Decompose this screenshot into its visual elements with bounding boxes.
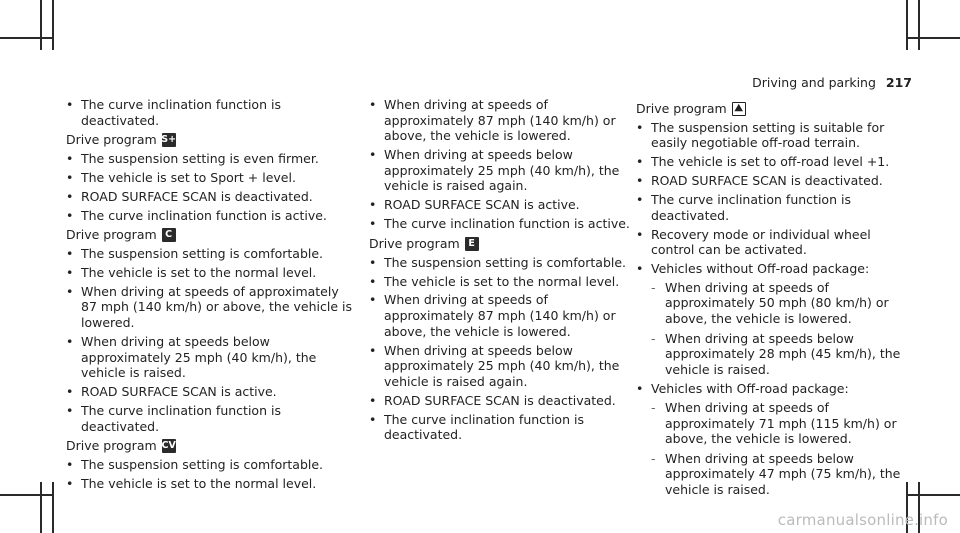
heading-text: Drive program bbox=[66, 132, 157, 148]
crop-mark bbox=[40, 0, 42, 50]
list-item-text: The curve inclination function is active. bbox=[81, 207, 327, 223]
crop-mark bbox=[906, 0, 908, 50]
list-item-text: When driving at speeds below approximately 25 mph (40 km/h), the vehicle is raised again. bbox=[384, 342, 620, 389]
list-item bbox=[369, 412, 631, 443]
crop-mark bbox=[0, 494, 52, 496]
drive-program-heading bbox=[369, 236, 631, 252]
list-item bbox=[636, 227, 906, 258]
heading-text: Drive program bbox=[66, 227, 157, 243]
list-item-text: ROAD SURFACE SCAN is active. bbox=[384, 197, 580, 213]
list-item bbox=[66, 384, 356, 400]
heading-text: Drive program bbox=[636, 101, 727, 116]
list-item bbox=[369, 292, 631, 339]
list-item-text: Recovery mode or individual wheel control can be activated. bbox=[651, 226, 871, 258]
drive-program-heading bbox=[66, 132, 356, 148]
list-item bbox=[636, 192, 906, 223]
list-item-text: The suspension setting is comfortable. bbox=[81, 457, 324, 472]
offroad-icon: ⛰ bbox=[732, 102, 746, 116]
list-item bbox=[66, 265, 356, 281]
list-item bbox=[369, 197, 631, 213]
list-item-text: When driving at speeds below approximately 25 mph (40 km/h), the vehicle is raised. bbox=[81, 334, 317, 381]
list-item-text: The suspension setting is suitable for easily negotiable off-road terrain. bbox=[651, 119, 885, 151]
list-item bbox=[369, 255, 631, 271]
drive-program-heading bbox=[66, 438, 356, 454]
column-1 bbox=[66, 97, 356, 495]
bullet-list bbox=[66, 97, 356, 128]
crop-mark bbox=[908, 37, 960, 39]
list-item-text: The curve inclination function is deactivated. bbox=[384, 411, 584, 443]
list-item bbox=[66, 403, 356, 434]
list-item bbox=[636, 173, 906, 189]
list-item-text: The vehicle is set to the normal level. bbox=[81, 475, 317, 491]
bullet-list bbox=[369, 97, 631, 232]
list-item-text: ROAD SURFACE SCAN is deactivated. bbox=[81, 188, 313, 204]
list-item-text: The vehicle is set to the normal level. bbox=[384, 273, 620, 289]
list-item-text: When driving at speeds below approximately 25 mph (40 km/h), the vehicle is raised again. bbox=[384, 147, 620, 194]
list-item-text: The vehicle is set to the normal level. bbox=[81, 264, 317, 280]
eco-icon: E bbox=[465, 237, 479, 251]
list-item bbox=[369, 97, 631, 144]
column-3 bbox=[636, 97, 906, 502]
list-item bbox=[636, 120, 906, 151]
list-item-text: When driving at speeds of approximately 87 mph (140 km/h) or above, the vehicle is lowered. bbox=[384, 292, 616, 339]
heading-text: Drive program bbox=[66, 438, 157, 454]
list-item bbox=[66, 151, 356, 167]
drive-program-heading bbox=[636, 101, 906, 117]
list-item-text: The curve inclination function is deactivated. bbox=[81, 403, 281, 434]
watermark: carmanualsonline.info bbox=[777, 511, 948, 529]
list-item bbox=[369, 147, 631, 194]
bullet-list bbox=[66, 457, 356, 492]
list-item-text: When driving at speeds of approximately 87 mph (140 km/h) or above, the vehicle is lowered. bbox=[81, 283, 352, 331]
list-item bbox=[66, 457, 356, 473]
list-item bbox=[66, 246, 356, 262]
crop-mark bbox=[52, 482, 54, 533]
list-item bbox=[636, 154, 906, 170]
list-item-text: The curve inclination function is active. bbox=[384, 216, 630, 232]
crop-mark bbox=[908, 494, 960, 496]
list-item-text: The curve inclination function is deactivated. bbox=[81, 97, 281, 128]
list-item-text: When driving at speeds of approximately 87 mph (140 km/h) or above, the vehicle is lowered. bbox=[384, 97, 616, 144]
crop-mark bbox=[918, 0, 920, 50]
sub-list-item: ‐ When driving at speeds below approximately 28 mph (45 km/h), the vehicle is raised. bbox=[651, 331, 906, 378]
list-item bbox=[636, 381, 906, 497]
list-item-text: The vehicle is set to off-road level +1. bbox=[651, 154, 890, 170]
bullet-list bbox=[66, 151, 356, 224]
list-item-text: The vehicle is set to Sport + level. bbox=[81, 169, 296, 185]
crop-mark bbox=[40, 482, 42, 533]
sub-list bbox=[651, 400, 906, 498]
drive-program-heading bbox=[66, 227, 356, 243]
list-item-text: The suspension setting is comfortable. bbox=[81, 245, 324, 261]
list-item bbox=[66, 208, 356, 224]
sport-plus-icon: S+ bbox=[161, 134, 177, 146]
list-item-text: The suspension setting is even firmer. bbox=[81, 150, 319, 166]
bullet-list bbox=[369, 255, 631, 443]
list-item bbox=[66, 189, 356, 205]
list-item-text: The suspension setting is comfortable. bbox=[384, 254, 627, 270]
list-item bbox=[66, 284, 356, 331]
list-item-text: Vehicles with Off-road package: bbox=[651, 381, 849, 397]
list-item bbox=[66, 334, 356, 381]
list-item bbox=[369, 216, 631, 232]
column-2 bbox=[369, 97, 631, 446]
heading-text: Drive program bbox=[369, 235, 460, 251]
list-item bbox=[636, 261, 906, 377]
comfort-icon: C bbox=[162, 228, 176, 242]
list-item-text: ROAD SURFACE SCAN is deactivated. bbox=[384, 392, 616, 408]
list-item-text: ROAD SURFACE SCAN is active. bbox=[81, 384, 277, 400]
bullet-list bbox=[636, 120, 906, 498]
list-item bbox=[369, 274, 631, 290]
list-item bbox=[66, 97, 356, 128]
curve-icon: CV bbox=[161, 440, 176, 452]
sub-list-item: ‐ When driving at speeds of approximately 50 mph (80 km/h) or above, the vehicle is lowered. bbox=[651, 280, 906, 327]
list-item-text: ROAD SURFACE SCAN is deactivated. bbox=[651, 173, 883, 189]
list-item-text: Vehicles without Off-road package: bbox=[651, 261, 870, 277]
sub-list bbox=[651, 280, 906, 378]
list-item bbox=[369, 393, 631, 409]
bullet-list bbox=[66, 246, 356, 434]
sub-list-item: ‐ When driving at speeds of approximately 71 mph (115 km/h) or above, the vehicle is lowered. bbox=[651, 400, 906, 447]
list-item bbox=[66, 476, 356, 492]
list-item bbox=[66, 170, 356, 186]
sub-list-item: ‐ When driving at speeds below approximately 47 mph (75 km/h), the vehicle is raised. bbox=[651, 451, 906, 498]
crop-mark bbox=[52, 0, 54, 50]
list-item-text: The curve inclination function is deactivated. bbox=[651, 192, 851, 223]
page-header bbox=[752, 75, 912, 90]
page-number: 217 bbox=[885, 75, 912, 90]
list-item bbox=[369, 343, 631, 390]
section-title: Driving and parking bbox=[752, 75, 876, 90]
crop-mark bbox=[0, 37, 52, 39]
